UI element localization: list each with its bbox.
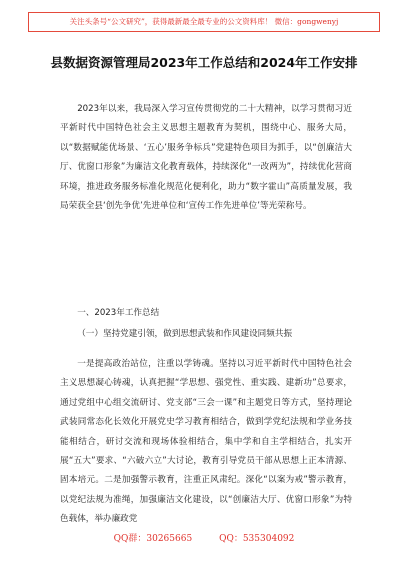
- promo-banner: 关注头条号“公文研究”，获得最新最全最专业的公文资料库！ 微信：gongwenyj: [28, 12, 380, 32]
- document-title: 县数据资源管理局2023年工作总结和2024年工作安排: [50, 55, 358, 70]
- intro-paragraph: 2023年以来，我局深入学习宣传贯彻党的二十大精神，以学习贯彻习近平新时代中国特色社会主义思想主题教育为契机，围绕中心、服务大局，以“数据赋能优场景、‘五心’服务争标兵”党建特色项目为抓手，以“创廉洁大厅、优窗口形象”为廉洁文化教育载体，持续深化“一改两为”，持续优化营商环境，推进政务服务标准化规范化便利化，助力“数字霍山”高质量发展，我局荣获全县‘创先争优’先进单位和‘宣传工作先进单位’等光荣称号。: [60, 104, 352, 212]
- body-paragraph: 一是提高政治站位，注重以学铸魂。坚持以习近平新时代中国特色社会主义思想凝心铸魂，认真把握“学思想、强党性、重实践、建新功”总要求，通过党组中心组交流研讨、党支部“三会一课”和主题党日等方式，坚持理论武装同常态化长效化开展党史学习教育相结合，做到学党纪法规和学业务技能相结合，研讨交流和现场体验相结合，集中学和自主学相结合，扎实开展“五大”要求、“六破六立”大讨论，教育引导党员干部从思想上正本清源、固本培元。二是加强警示教育，注重正风肃纪。深化“以案为戒”警示教育，以党纪法规为准绳，加强廉洁文化建设，以“创廉洁大厅、优窗口形象”为特色载体，举办廉政党: [60, 359, 352, 525]
- section-heading: 一、2023年工作总结: [77, 308, 160, 318]
- footer-contact: [0, 532, 408, 546]
- footer-qq-group: QQ群：30265665: [113, 534, 193, 544]
- footer-qq: QQ：535304092: [219, 534, 295, 544]
- subsection-heading: （一）坚持党建引领，做到思想武装和作风建设同频共振: [77, 329, 293, 339]
